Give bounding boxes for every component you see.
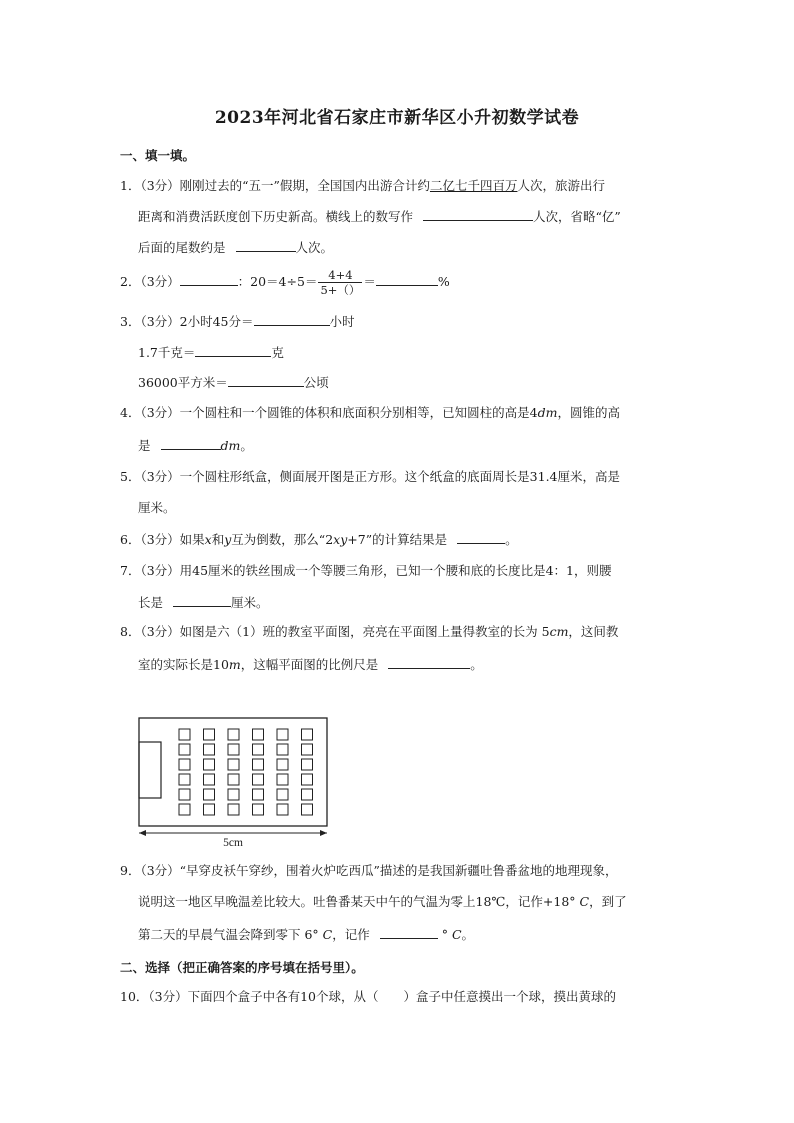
q3-text: 3．（3分）2小时45分＝ xyxy=(120,314,254,329)
q9-unit-c-2: C xyxy=(322,927,333,942)
desk xyxy=(204,744,215,755)
desk xyxy=(228,729,239,740)
q4-answer-blank[interactable] xyxy=(161,436,221,450)
desk xyxy=(204,759,215,770)
q2-equals: ＝ xyxy=(363,274,376,289)
q1-line2-text-2: 人次，省略“亿” xyxy=(533,209,621,224)
q6-var-x: x xyxy=(204,532,212,547)
q7-line2-end: 厘米。 xyxy=(231,595,269,610)
desk xyxy=(302,804,313,815)
q4-line2-text: 是 xyxy=(138,438,151,453)
desk xyxy=(302,729,313,740)
question-9-line-3 xyxy=(138,925,474,944)
q3-unit-2: 克 xyxy=(271,345,284,360)
desk xyxy=(277,759,288,770)
desk xyxy=(228,774,239,785)
question-8-line-2 xyxy=(138,655,483,674)
question-3-line-1 xyxy=(120,312,355,331)
desk xyxy=(204,789,215,800)
desk xyxy=(277,774,288,785)
desk xyxy=(302,789,313,800)
question-3-line-2 xyxy=(138,343,284,362)
question-9-line-1 xyxy=(120,862,617,880)
q2-fraction-numerator: 4+4 xyxy=(318,268,362,283)
desk xyxy=(253,804,264,815)
q8-line2-text: 室的实际长是10 xyxy=(138,657,229,672)
question-6 xyxy=(120,530,518,549)
q6-var-xy: xy xyxy=(333,532,348,547)
q2-fraction xyxy=(318,268,362,297)
q2-answer-blank-1[interactable] xyxy=(180,272,238,286)
q3-unit-3: 公顷 xyxy=(303,375,329,390)
q8-value: 5 xyxy=(541,624,550,639)
q6-text-3: +7”的计算结果是 xyxy=(347,532,448,547)
question-4-line-2 xyxy=(138,436,253,455)
q9-line3-text-2: ，记作 xyxy=(332,927,370,942)
desk xyxy=(277,729,288,740)
q2-label: 2．（3分） xyxy=(120,274,180,289)
q3-line3-text: 36000平方米＝ xyxy=(138,375,228,390)
q9-end: 。 xyxy=(461,927,475,942)
q2-text: ：20＝4÷5＝ xyxy=(237,274,318,289)
desk xyxy=(179,774,190,785)
desk xyxy=(204,804,215,815)
q1-answer-blank-2[interactable] xyxy=(236,238,296,252)
question-9-line-2 xyxy=(138,893,627,911)
q2-percent: % xyxy=(437,274,450,289)
q8-unit-m: m xyxy=(228,657,241,672)
q9-line2-text: 说明这一地区早晚温差比较大。吐鲁番某天中午的气温为零上18℃，记作+18° xyxy=(138,894,576,909)
question-8-line-1 xyxy=(120,623,618,641)
section-fill-in-heading: 一、填一填。 xyxy=(120,148,196,163)
q1-answer-blank-1[interactable] xyxy=(423,207,533,221)
q1-text-2: 人次，旅游出行 xyxy=(517,178,605,193)
q6-and: 和 xyxy=(211,532,225,547)
dimension-label: 5cm xyxy=(223,837,243,849)
q8-answer-blank[interactable] xyxy=(388,655,470,669)
classroom-plan-diagram xyxy=(136,715,336,850)
desk xyxy=(253,789,264,800)
q1-underlined-number: 二亿七千四百万 xyxy=(429,178,518,193)
desk xyxy=(302,744,313,755)
q8-unit-cm: cm xyxy=(549,624,569,639)
q6-text: 6．（3分）如果 xyxy=(120,532,205,547)
q1-line2-text: 距离和消费活跃度创下历史新高。横线上的数写作 xyxy=(138,209,414,224)
q8-text-2: ，这间教 xyxy=(568,624,619,639)
q5-text: 5．（3分）一个圆柱形纸盒，侧面展开图是正方形。这个纸盒的底面周长是31.4厘米，高是 xyxy=(120,469,620,484)
q8-line2-end: 。 xyxy=(470,657,483,672)
section-choice-heading: 二、选择（把正确答案的序号填在括号里）。 xyxy=(120,960,364,975)
question-1-line-3 xyxy=(138,238,333,257)
desk xyxy=(277,744,288,755)
q3-unit-1: 小时 xyxy=(329,314,355,329)
dimension-arrow-left xyxy=(139,830,146,836)
q2-answer-blank-2[interactable] xyxy=(376,272,438,286)
question-7-line-2 xyxy=(138,593,269,612)
q9-unit-c-3: C xyxy=(451,927,462,942)
q6-text-2: 互为倒数，那么“2 xyxy=(231,532,334,547)
classroom-outline xyxy=(139,718,327,826)
question-7-line-1 xyxy=(120,562,611,580)
q7-line2-text: 长是 xyxy=(138,595,164,610)
q4-line2-end: 。 xyxy=(240,438,253,453)
q6-var-y: y xyxy=(224,532,232,547)
q9-line2-end: ，到了 xyxy=(589,894,627,909)
question-4-line-1 xyxy=(120,404,620,422)
desk xyxy=(277,789,288,800)
q10-text: 10．（3分）下面四个盒子中各有10个球，从（ ）盒子中任意摸出一个球，摸出黄球的 xyxy=(120,989,617,1004)
question-1-line-2 xyxy=(138,207,621,226)
q3-answer-blank-3[interactable] xyxy=(228,373,304,387)
q9-answer-blank[interactable] xyxy=(380,925,438,939)
q3-answer-blank-1[interactable] xyxy=(254,312,330,326)
desk xyxy=(179,729,190,740)
desk xyxy=(179,804,190,815)
q7-answer-blank[interactable] xyxy=(173,593,231,607)
desk xyxy=(302,759,313,770)
q5-line2-text: 厘米。 xyxy=(138,500,176,515)
q1-text: 1．（3分）刚刚过去的“五一”假期，全国国内出游合计约 xyxy=(120,178,430,193)
desk xyxy=(302,774,313,785)
podium xyxy=(139,742,161,798)
question-10-line-1 xyxy=(120,988,616,1006)
desk xyxy=(179,759,190,770)
q6-answer-blank[interactable] xyxy=(457,530,505,544)
q9-line3-text: 第二天的早晨气温会降到零下 6° xyxy=(138,927,319,942)
desk xyxy=(253,774,264,785)
q8-text: 8．（3分）如图是六（1）班的教室平面图，亮亮在平面图上量得教室的长为 xyxy=(120,624,538,639)
desk xyxy=(228,744,239,755)
q4-text-2: ，圆锥的高 xyxy=(557,405,620,420)
q9-degree: ° xyxy=(441,927,448,942)
dimension-arrow-right xyxy=(320,830,327,836)
q8-line2-text-2: ，这幅平面图的比例尺是 xyxy=(240,657,379,672)
q4-text: 4．（3分）一个圆柱和一个圆锥的体积和底面积分别相等，已知圆柱的高是4 xyxy=(120,405,538,420)
q9-text: 9．（3分）“早穿皮袄午穿纱，围着火炉吃西瓜”描述的是我国新疆吐鲁番盆地的地理现象， xyxy=(120,863,618,878)
question-1-line-1 xyxy=(120,177,605,195)
q4-unit-2: dm xyxy=(220,438,241,453)
question-3-line-3 xyxy=(138,373,329,392)
desk xyxy=(204,729,215,740)
q9-unit-c: C xyxy=(579,894,590,909)
desk-grid xyxy=(179,729,313,815)
question-5-line-1 xyxy=(120,468,620,486)
question-2 xyxy=(120,268,450,297)
desk xyxy=(179,744,190,755)
desk xyxy=(277,804,288,815)
q6-end: 。 xyxy=(505,532,518,547)
question-5-line-2 xyxy=(138,499,176,517)
desk xyxy=(179,789,190,800)
desk xyxy=(253,729,264,740)
desk xyxy=(228,804,239,815)
q3-answer-blank-2[interactable] xyxy=(195,343,271,357)
q2-fraction-denominator[interactable]: 5+（） xyxy=(320,283,361,297)
desk xyxy=(228,789,239,800)
desk xyxy=(228,759,239,770)
desk xyxy=(253,759,264,770)
desk xyxy=(253,744,264,755)
q1-line3-text: 后面的尾数约是 xyxy=(138,240,226,255)
desk xyxy=(204,774,215,785)
q4-unit: dm xyxy=(537,405,558,420)
q3-line2-text: 1.7千克＝ xyxy=(138,345,196,360)
q7-text: 7．（3分）用45厘米的铁丝围成一个等腰三角形，已知一个腰和底的长度比是4：1，则腰 xyxy=(120,563,612,578)
exam-title: 2023年河北省石家庄市新华区小升初数学试卷 xyxy=(214,108,580,128)
q1-line3-text-2: 人次。 xyxy=(295,240,334,255)
